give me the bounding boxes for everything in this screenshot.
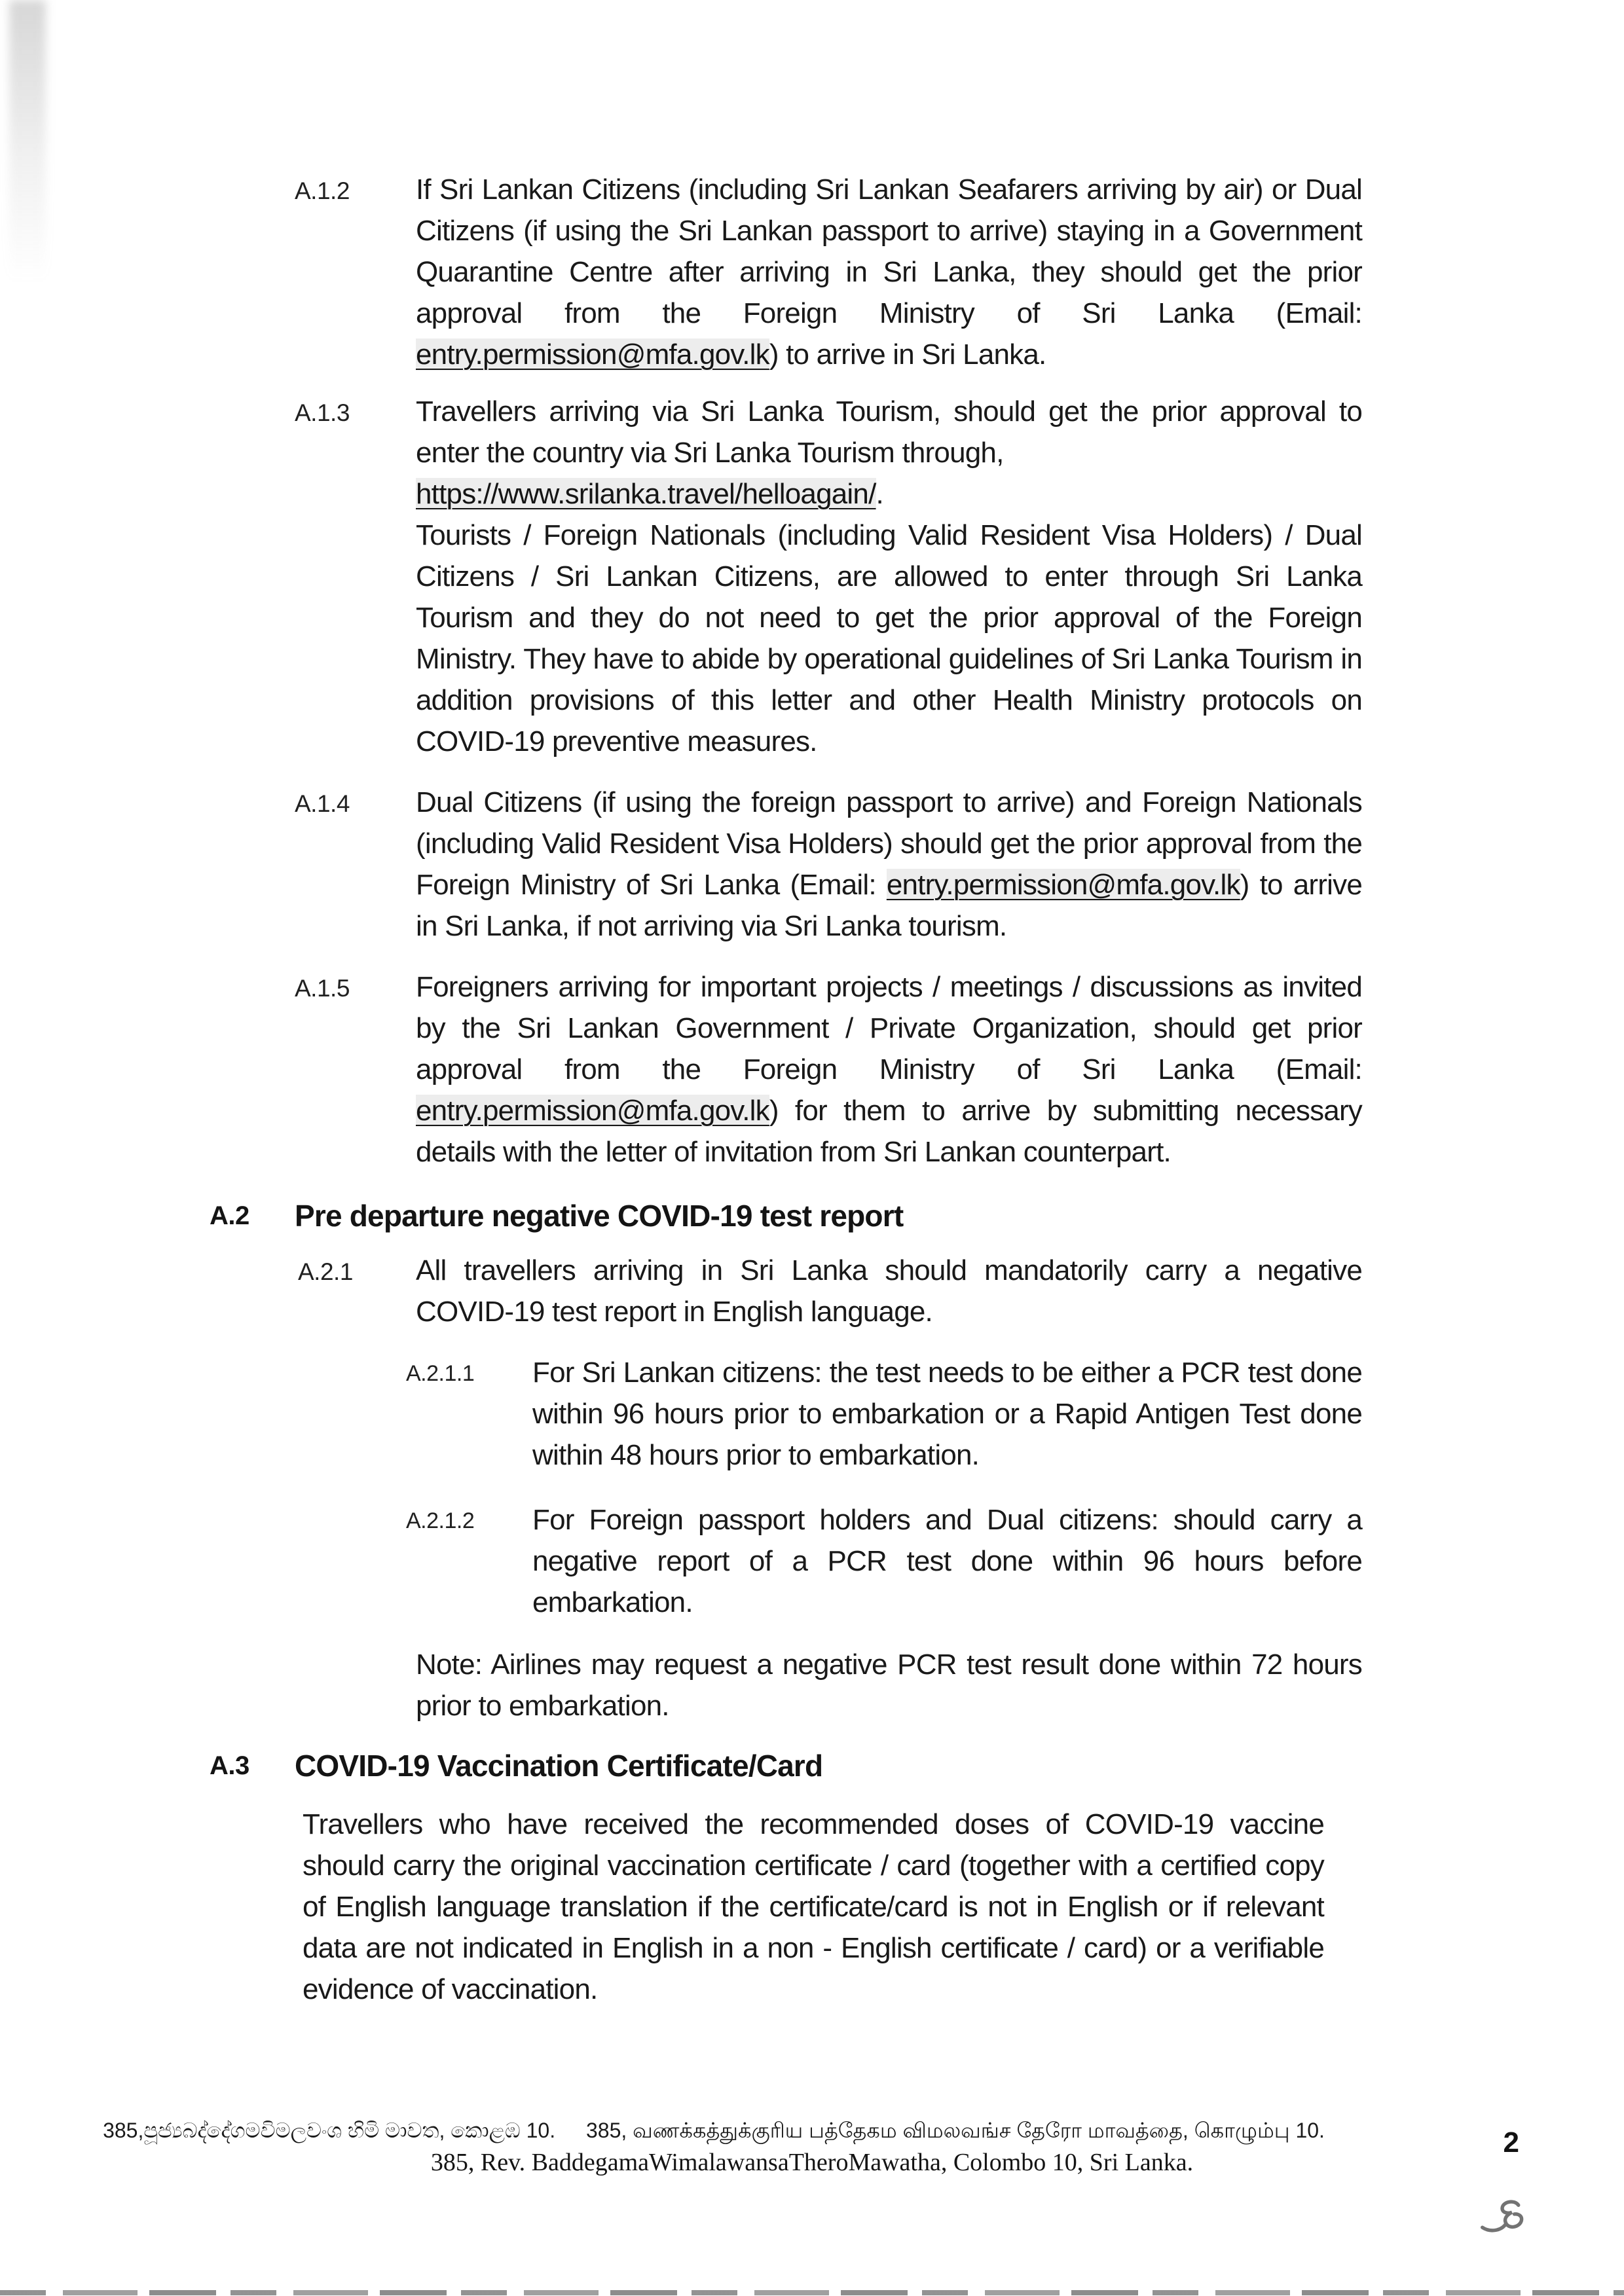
- footer-address-tamil: 385, வணக்கத்துக்குரிய பத்தேகம விமலவங்ச தேரோ மாவத்தை, கொழும்பு 10.: [586, 2119, 1325, 2142]
- handwritten-mark: [1473, 2191, 1549, 2248]
- note-paragraph: [0, 1644, 1624, 1726]
- clause-text-run: ) for them to arrive by submitting necessary details with the letter of invitation from Sri Lankan counterpart.: [416, 1095, 1362, 1168]
- page-footer: [0, 2116, 1624, 2179]
- clause-text: For Foreign passport holders and Dual citizens: should carry a negative report of a PCR test done within 96 hours before embarkation.: [532, 1504, 1362, 1618]
- clause-text-run: Dual Citizens (if using the foreign passport to arrive) and Foreign Nationals (including Valid Resident Visa Holders) should get the prior approval from the Foreign Ministry of Sri Lanka (Email:: [416, 786, 1362, 901]
- clause-intro: Travellers arriving via Sri Lanka Tourism, should get the prior approval to enter the country via Sri Lanka Tourism through,: [416, 395, 1362, 469]
- heading-title: COVID-19 Vaccination Certificate/Card: [295, 1749, 823, 1783]
- clause-a-1-2: [0, 169, 1624, 375]
- clause-a-2-1: [0, 1250, 1624, 1332]
- heading-a-3: [0, 1746, 1624, 1785]
- clause-text: [416, 169, 1362, 375]
- heading-a-2: [0, 1196, 1624, 1235]
- tourism-url-link[interactable]: https://www.srilanka.travel/helloagain/: [416, 478, 876, 510]
- clause-label: A.2.1: [298, 1258, 353, 1285]
- clause-text: [416, 782, 1362, 947]
- heading-label: A.3: [210, 1751, 249, 1780]
- clause-a-2-1-1: [0, 1352, 1624, 1476]
- clause-text-run: ) to arrive in Sri Lanka, if not arriving via Sri Lanka tourism.: [416, 869, 1362, 942]
- clause-label: A.1.4: [295, 790, 350, 817]
- clause-label: A.2.1.2: [406, 1508, 475, 1533]
- clause-label: A.1.5: [295, 975, 350, 1002]
- note-text: Note: Airlines may request a negative PCR test result done within 72 hours prior to embarkation.: [416, 1649, 1362, 1722]
- footer-address-sinhala: 385,පූජ්‍යබද්දේගමවිමලවංශ හිමි මාවත, කොළඹ 10.: [103, 2119, 556, 2142]
- clause-a-1-5: [0, 966, 1624, 1173]
- heading-title: Pre departure negative COVID-19 test report: [295, 1199, 904, 1233]
- clause-text: All travellers arriving in Sri Lanka should mandatorily carry a negative COVID-19 test report in English language.: [416, 1254, 1362, 1328]
- tourism-url-line: [416, 473, 1362, 515]
- page-number: 2: [1503, 2126, 1519, 2159]
- clause-text: [416, 966, 1362, 1173]
- clause-body: Tourists / Foreign Nationals (including Valid Resident Visa Holders) / Dual Citizens / Sri Lankan Citizens, are allowed to enter through Sri Lanka Tourism and they do not need to get the prior approval of the Foreign Ministry. They have to abide by operational guidelines of Sri Lanka Tourism in addition provisions of this letter and other Health Ministry protocols on COVID-19 preventive measures.: [416, 519, 1362, 757]
- email-link[interactable]: entry.permission@mfa.gov.lk: [416, 338, 769, 371]
- heading-label: A.2: [210, 1201, 249, 1230]
- footer-address-local: [0, 2116, 1624, 2145]
- email-link[interactable]: entry.permission@mfa.gov.lk: [886, 869, 1240, 901]
- clause-label: A.1.2: [295, 177, 350, 204]
- email-link[interactable]: entry.permission@mfa.gov.lk: [416, 1095, 769, 1127]
- clause-text: For Sri Lankan citizens: the test needs to be either a PCR test done within 96 hours prior to embarkation or a Rapid Antigen Test done within 48 hours prior to embarkation.: [532, 1357, 1362, 1471]
- clause-a-1-3: [0, 391, 1624, 762]
- footer-address-english: 385, Rev. BaddegamaWimalawansaTheroMawatha, Colombo 10, Sri Lanka.: [430, 2149, 1194, 2176]
- clause-text: Travellers who have received the recommended doses of COVID-19 vaccine should carry the original vaccination certificate / card (together with a certified copy of English language translation if the certificate/card is not in English or if relevant data are not indicated in English in a non - English certificate / card) or a verifiable evidence of vaccination.: [303, 1808, 1324, 2005]
- clause-a-1-4: [0, 782, 1624, 947]
- url-period: .: [876, 478, 883, 510]
- clause-label: A.2.1.1: [406, 1361, 475, 1386]
- clause-text-run: If Sri Lankan Citizens (including Sri Lankan Seafarers arriving by air) or Dual Citizens (if using the Sri Lankan passport to arrive) staying in a Government Quarantine Centre after arriving in Sri Lanka, they should get the prior approval from the Foreign Ministry of Sri Lanka (Email:: [416, 173, 1362, 329]
- clause-a-2-1-2: [0, 1499, 1624, 1623]
- clause-label: A.1.3: [295, 399, 350, 426]
- clause-text-run: Foreigners arriving for important projects / meetings / discussions as invited by the Sri Lankan Government / Private Organization, should get prior approval from the Foreign Ministry of Sri Lanka (Email:: [416, 971, 1362, 1085]
- clause-a-3-body: [0, 1804, 1624, 2010]
- clause-text: [416, 391, 1362, 762]
- scan-edge-artifact: [0, 2290, 1624, 2295]
- clause-text-run: ) to arrive in Sri Lanka.: [769, 338, 1046, 371]
